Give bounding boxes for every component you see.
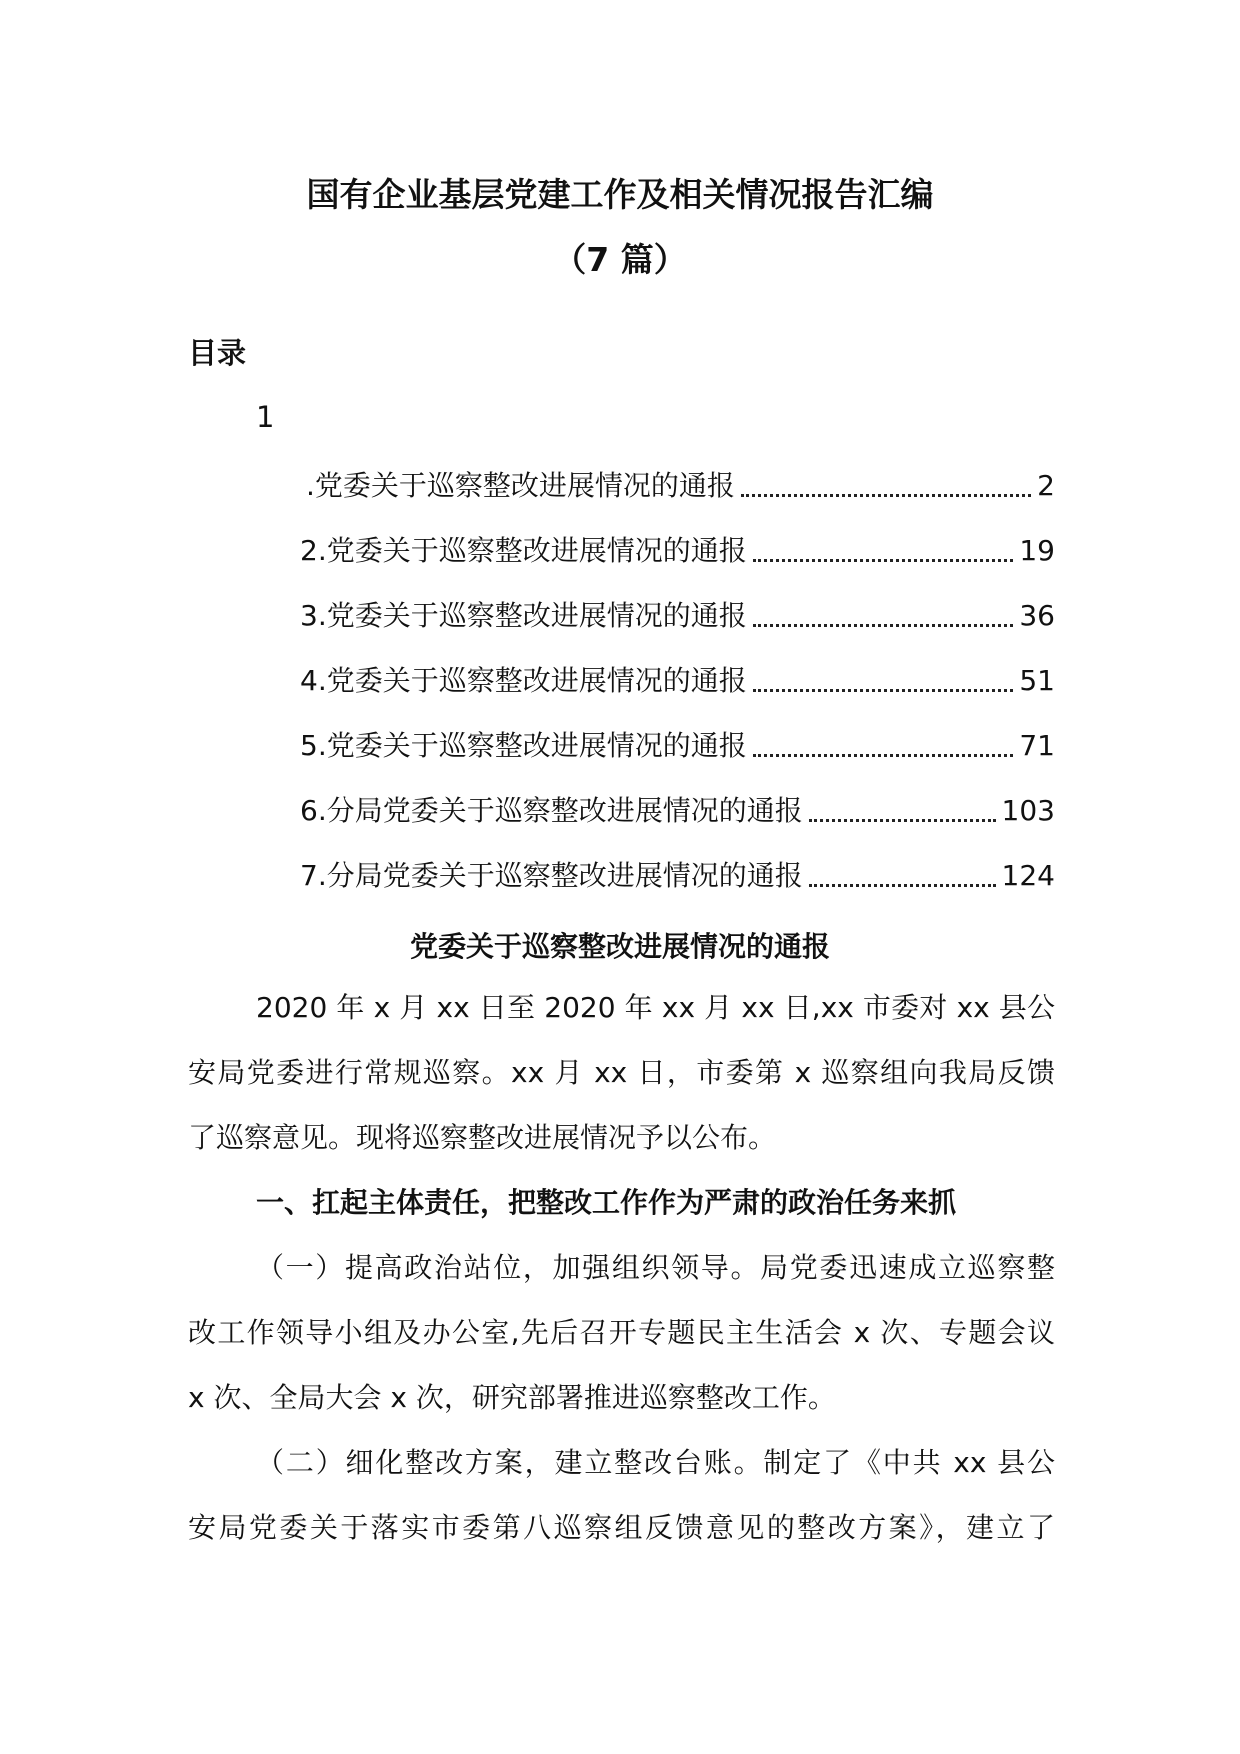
toc-entry-title: .党委关于巡察整改进展情况的通报	[306, 469, 735, 502]
toc-dot-leader	[809, 819, 996, 822]
toc-entry-page: 124	[1001, 859, 1055, 892]
toc-entry-title: 3.党委关于巡察整改进展情况的通报	[300, 599, 747, 632]
toc-entry-page: 19	[1019, 534, 1055, 567]
paragraph-line: 改工作领导小组及办公室,先后召开专题民主生活会 x 次、专题会议	[188, 1316, 1055, 1349]
toc-entry-title: 5.党委关于巡察整改进展情况的通报	[300, 729, 747, 762]
toc-dot-leader	[753, 689, 1014, 692]
toc-dot-leader	[753, 624, 1014, 627]
section-title: 党委关于巡察整改进展情况的通报	[409, 930, 830, 963]
toc-entry-page: 2	[1037, 469, 1055, 502]
toc-dot-leader	[809, 884, 996, 887]
paragraph-line: x 次、全局大会 x 次，研究部署推进巡察整改工作。	[188, 1381, 836, 1414]
toc-entry-title: 6.分局党委关于巡察整改进展情况的通报	[300, 794, 803, 827]
toc-entry[interactable]	[300, 856, 1055, 896]
toc-entry[interactable]	[300, 726, 1055, 766]
toc-entry-title: 7.分局党委关于巡察整改进展情况的通报	[300, 859, 803, 892]
toc-entry-page: 36	[1019, 599, 1055, 632]
toc-dot-leader	[753, 559, 1014, 562]
toc-dot-leader	[753, 754, 1014, 757]
toc-entry-page: 103	[1001, 794, 1055, 827]
toc-entry[interactable]	[306, 466, 1055, 506]
paragraph-line: 2020 年 x 月 xx 日至 2020 年 xx 月 xx 日,xx 市委对 xx 县公	[256, 991, 1055, 1024]
paragraph-line: 安局党委进行常规巡察。xx 月 xx 日，市委第 x 巡察组向我局反馈	[188, 1056, 1055, 1089]
paragraph-line: 了巡察意见。现将巡察整改进展情况予以公布。	[188, 1121, 777, 1154]
toc-entry[interactable]	[300, 531, 1055, 571]
toc-dot-leader	[741, 494, 1031, 497]
section-heading: 一、扛起主体责任，把整改工作作为严肃的政治任务来抓	[256, 1186, 957, 1219]
paragraph-line: 安局党委关于落实市委第八巡察组反馈意见的整改方案》，建立了	[188, 1511, 1055, 1544]
paragraph-line: （二）细化整改方案，建立整改台账。制定了《中共 xx 县公	[256, 1446, 1055, 1479]
toc-first-number: 1	[256, 400, 275, 434]
document-title: 国有企业基层党建工作及相关情况报告汇编	[306, 175, 934, 214]
document-subtitle: （7 篇）	[553, 240, 687, 279]
toc-entry[interactable]	[300, 791, 1055, 831]
toc-entry-page: 71	[1019, 729, 1055, 762]
toc-entry-page: 51	[1019, 664, 1055, 697]
toc-entry-title: 2.党委关于巡察整改进展情况的通报	[300, 534, 747, 567]
toc-entry[interactable]	[300, 661, 1055, 701]
toc-entry[interactable]	[300, 596, 1055, 636]
toc-heading: 目录	[188, 336, 247, 370]
paragraph-line: （一）提高政治站位，加强组织领导。局党委迅速成立巡察整	[256, 1251, 1055, 1284]
toc-entry-title: 4.党委关于巡察整改进展情况的通报	[300, 664, 747, 697]
